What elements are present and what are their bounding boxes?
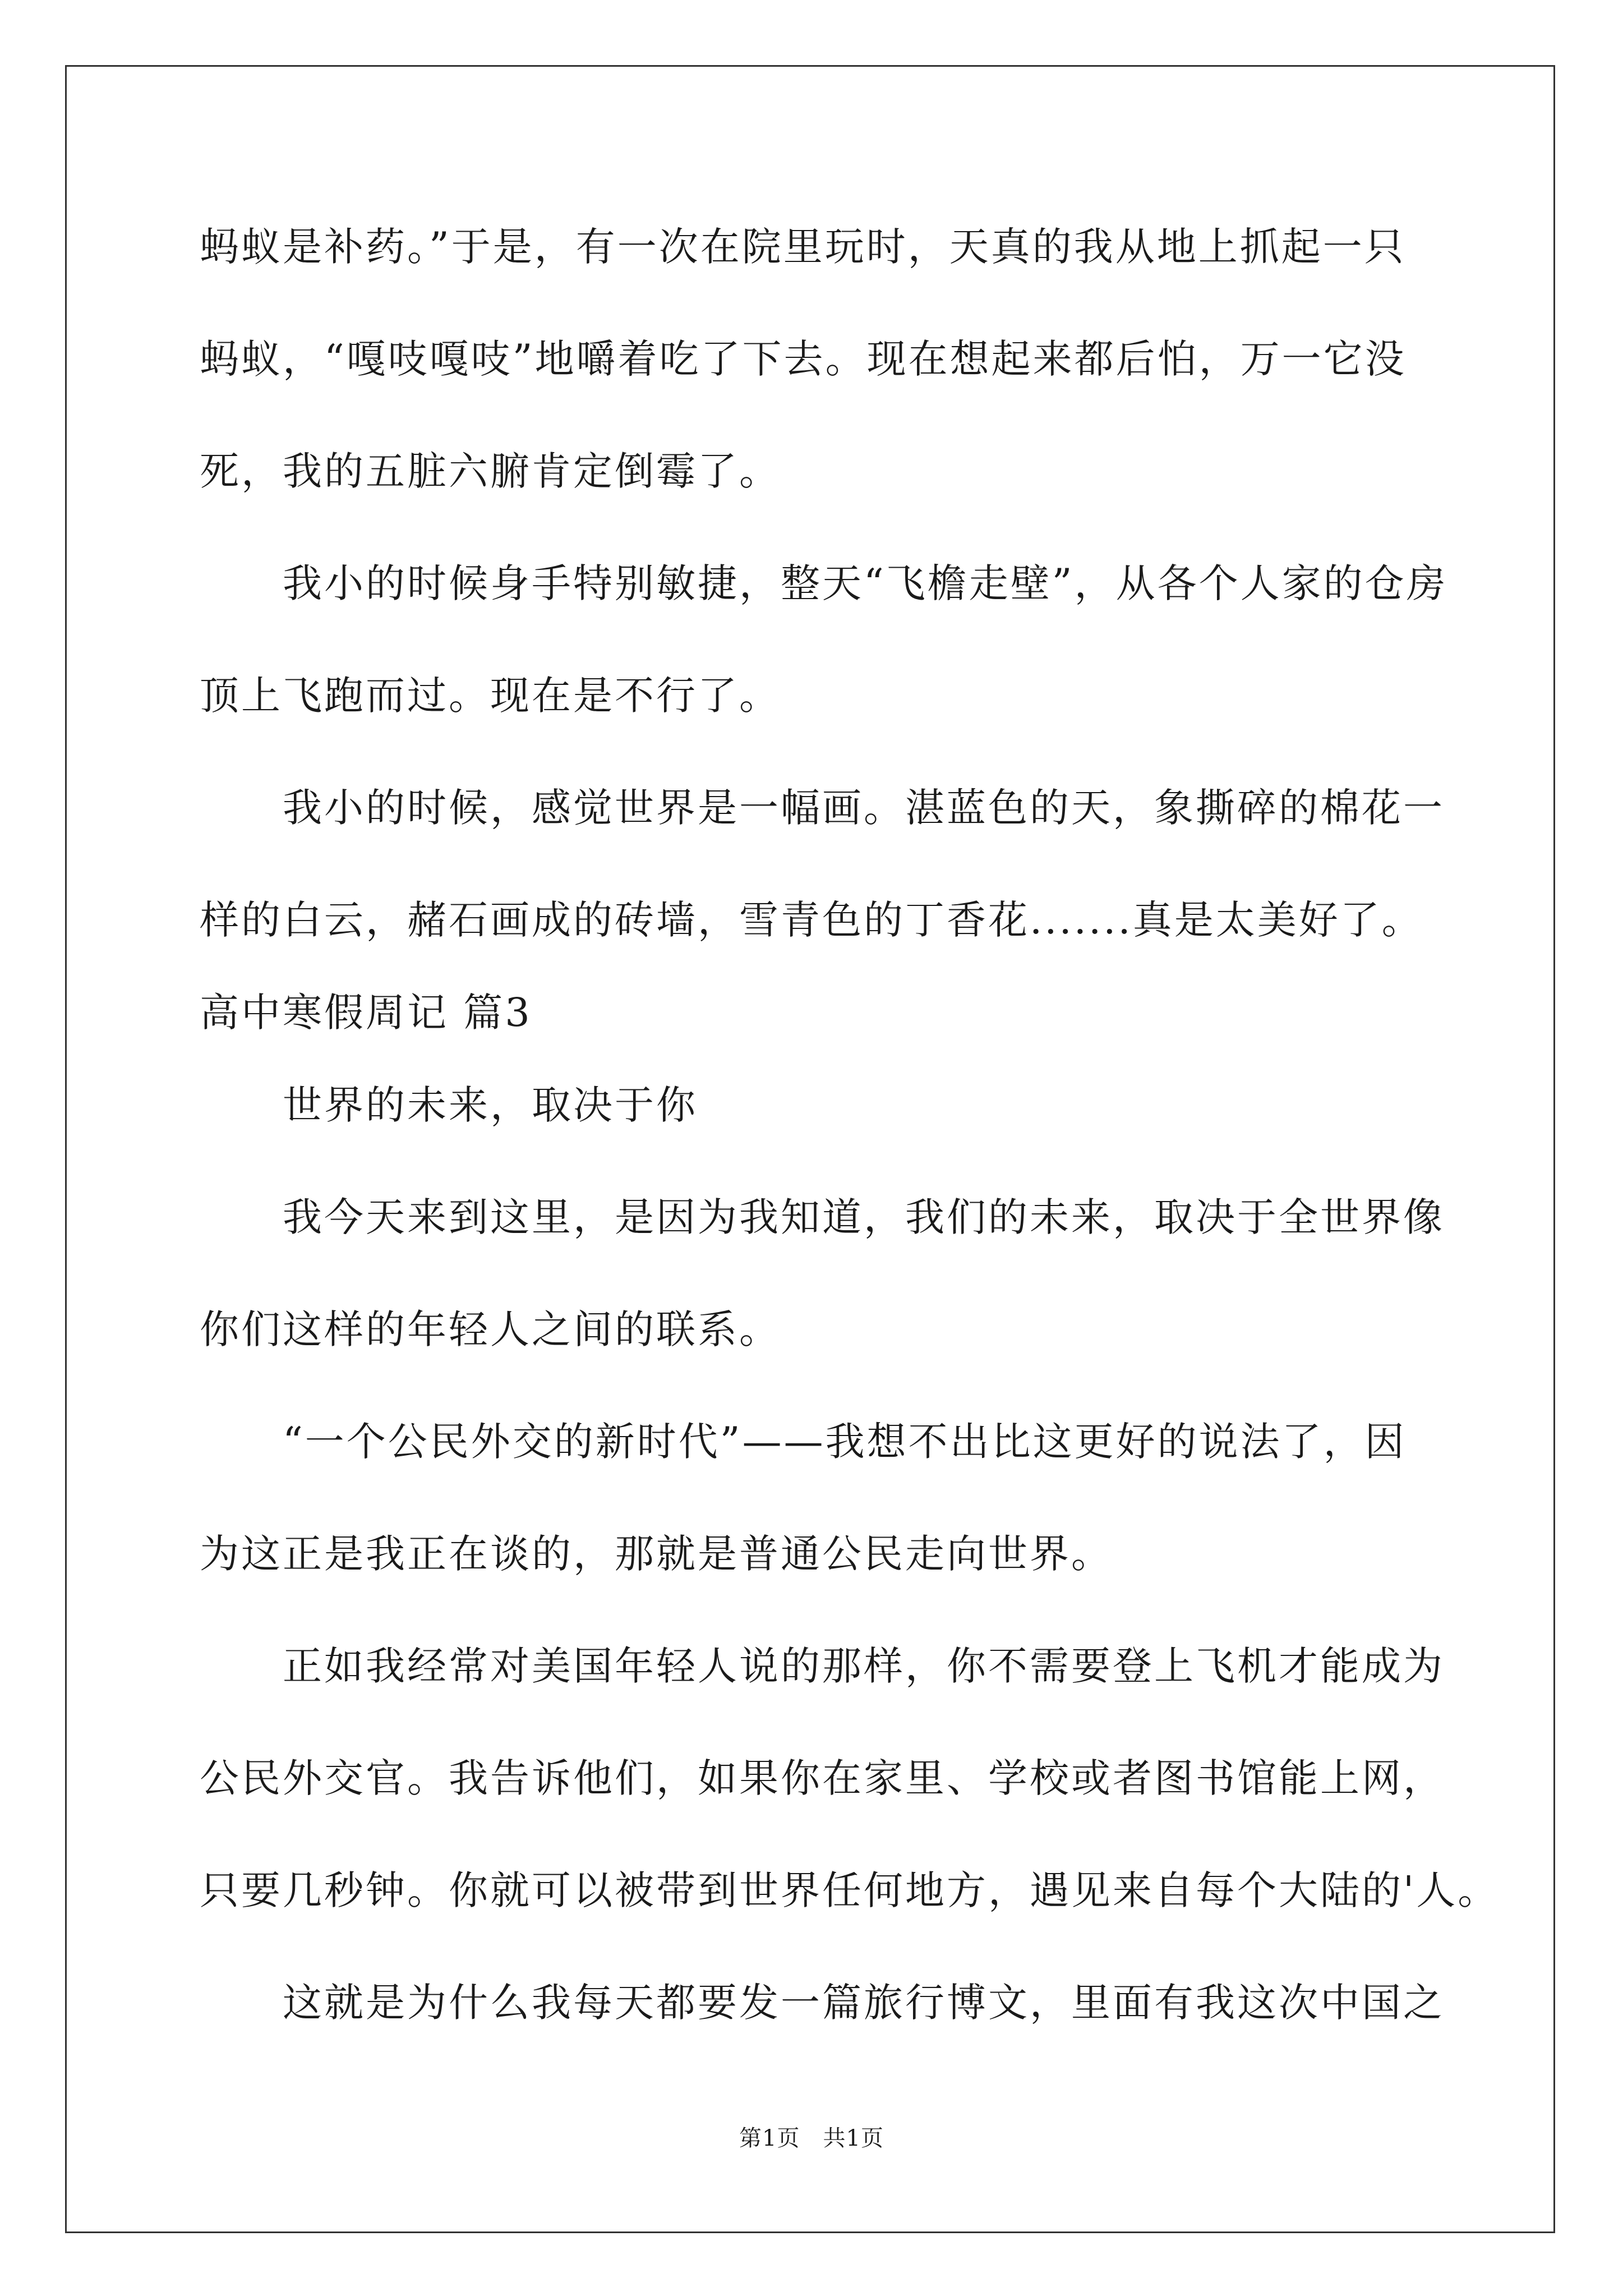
- section-heading: 高中寒假周记 篇3: [200, 990, 532, 1036]
- text-line: 公民外交官。我告诉他们，如果你在家里、学校或者图书馆能上网，: [200, 1755, 1445, 1801]
- text-line: 世界的未来，取决于你: [200, 1082, 698, 1128]
- text-line: “一个公民外交的新时代”——我想不出比这更好的说法了，因: [200, 1419, 1407, 1465]
- text-line: 这就是为什么我每天都要发一篇旅行博文，里面有我这次中国之: [200, 1980, 1445, 2026]
- text-line: 我小的时候，感觉世界是一幅画。湛蓝色的天，象撕碎的棉花一: [200, 785, 1445, 831]
- text-line: 蚂蚁是补药。”于是，有一次在院里玩时，天真的我从地上抓起一只: [200, 224, 1406, 270]
- text-line: 为这正是我正在谈的，那就是普通公民走向世界。: [200, 1531, 1113, 1577]
- text-line: 你们这样的年轻人之间的联系。: [200, 1306, 781, 1352]
- text-line: 样的白云，赭石画成的砖墙，雪青色的丁香花.......真是太美好了。: [200, 897, 1423, 943]
- page-number-footer: 第1页 共1页: [739, 2125, 884, 2151]
- text-line: 我今天来到这里，是因为我知道，我们的未来，取决于全世界像: [200, 1194, 1445, 1240]
- text-line: 只要几秒钟。你就可以被带到世界任何地方，遇见来自每个大陆的'人。: [200, 1867, 1500, 1913]
- text-line: 正如我经常对美国年轻人说的那样，你不需要登上飞机才能成为: [200, 1643, 1445, 1689]
- text-line: 顶上飞跑而过。现在是不行了。: [200, 673, 781, 719]
- text-line: 我小的时候身手特别敏捷，整天“飞檐走壁”，从各个人家的仓房: [200, 560, 1448, 606]
- text-line: 死，我的五脏六腑肯定倒霉了。: [200, 448, 781, 494]
- text-line: 蚂蚁，“嘎吱嘎吱”地嚼着吃了下去。现在想起来都后怕，万一它没: [200, 336, 1407, 382]
